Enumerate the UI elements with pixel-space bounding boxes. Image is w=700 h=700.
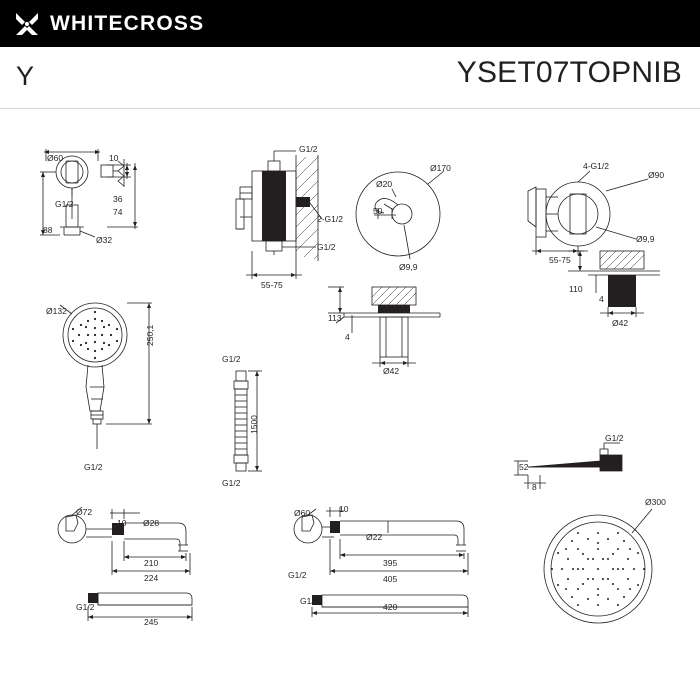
dim-label: 210 xyxy=(144,558,159,568)
dim-label: 10 xyxy=(109,153,119,163)
dim-label: G1/2 xyxy=(76,602,95,612)
drawing-vector xyxy=(0,109,700,700)
dim-label: G1/2 xyxy=(84,462,103,472)
dim-label: G1/2 xyxy=(55,199,74,209)
dim-label: 250,1 xyxy=(145,324,155,346)
part-diverter-valve-body xyxy=(528,171,660,317)
dim-label: 36 xyxy=(113,194,123,204)
dim-label: Ø60 xyxy=(294,508,311,518)
part-rain-shower-head-300 xyxy=(544,509,652,623)
dim-label: Ø90 xyxy=(648,170,665,180)
part-bath-spout-outlet xyxy=(328,287,440,367)
part-wall-spout-long xyxy=(294,504,468,617)
part-ceiling-arm-outlet xyxy=(514,443,622,489)
dim-label: 395 xyxy=(383,558,398,568)
dim-label: G1/2 xyxy=(317,242,336,252)
dim-label: 74 xyxy=(113,207,123,217)
dim-label: 10 xyxy=(339,504,349,514)
dim-label: G1/2 xyxy=(605,433,624,443)
dim-label: 52 xyxy=(519,462,529,472)
title-row xyxy=(0,47,700,109)
dim-label: 4-G1/2 xyxy=(583,161,609,171)
part-hand-shower-head xyxy=(60,303,152,449)
dim-label: Ø9,9 xyxy=(399,262,418,272)
app-header xyxy=(0,0,700,47)
dim-label: 2-G1/2 xyxy=(317,214,343,224)
brand-letter: Y xyxy=(16,61,35,91)
dim-label: Ø42 xyxy=(383,366,400,376)
product-sku: YSET07TOPNIB xyxy=(456,56,682,89)
whitecross-x-logo-icon xyxy=(14,11,40,37)
dim-label: Ø72 xyxy=(76,507,93,517)
dim-label: Ø28 xyxy=(143,518,160,528)
dim-label: 55-75 xyxy=(261,280,283,290)
dim-label: Ø42 xyxy=(612,318,629,328)
dim-label: Ø22 xyxy=(366,532,383,542)
dim-label: G1/2 xyxy=(299,144,318,154)
dim-label: Ø300 xyxy=(645,497,666,507)
dim-label: 8 xyxy=(532,482,537,492)
part-round-thermostatic-trim xyxy=(356,171,444,259)
dim-label: 420 xyxy=(383,602,398,612)
dim-label: Ø9,9 xyxy=(636,234,655,244)
dim-label: 55-75 xyxy=(549,255,571,265)
dim-label: G1/2 xyxy=(300,596,319,606)
dim-label: Ø32 xyxy=(96,235,113,245)
dim-label: G1/2 xyxy=(222,478,241,488)
dim-label: Ø60 xyxy=(47,153,64,163)
dim-label: 113 xyxy=(328,313,342,323)
dim-label: 88 xyxy=(43,225,53,235)
dim-label: G1/2 xyxy=(222,354,241,364)
dim-label: G1/2 xyxy=(288,570,307,580)
dim-label: 224 xyxy=(144,573,159,583)
dim-label: 405 xyxy=(383,574,398,584)
dim-label: 4 xyxy=(599,294,604,304)
brand-wordmark: WHITECROSS xyxy=(50,11,205,35)
dim-label: Ø20 xyxy=(376,179,393,189)
part-basin-spout-wall xyxy=(88,593,192,621)
dim-label: 4 xyxy=(345,332,350,342)
dim-label: Ø170 xyxy=(430,163,451,173)
technical-drawing-canvas xyxy=(0,109,700,700)
dim-label: 110 xyxy=(569,284,583,294)
part-concealed-valve-body xyxy=(236,151,322,279)
dim-label: 245 xyxy=(144,617,159,627)
dim-label: 1500 xyxy=(249,415,259,434)
dim-label: 50 xyxy=(373,206,383,216)
dim-label: 10 xyxy=(117,518,127,528)
dim-label: Ø132 xyxy=(46,306,67,316)
